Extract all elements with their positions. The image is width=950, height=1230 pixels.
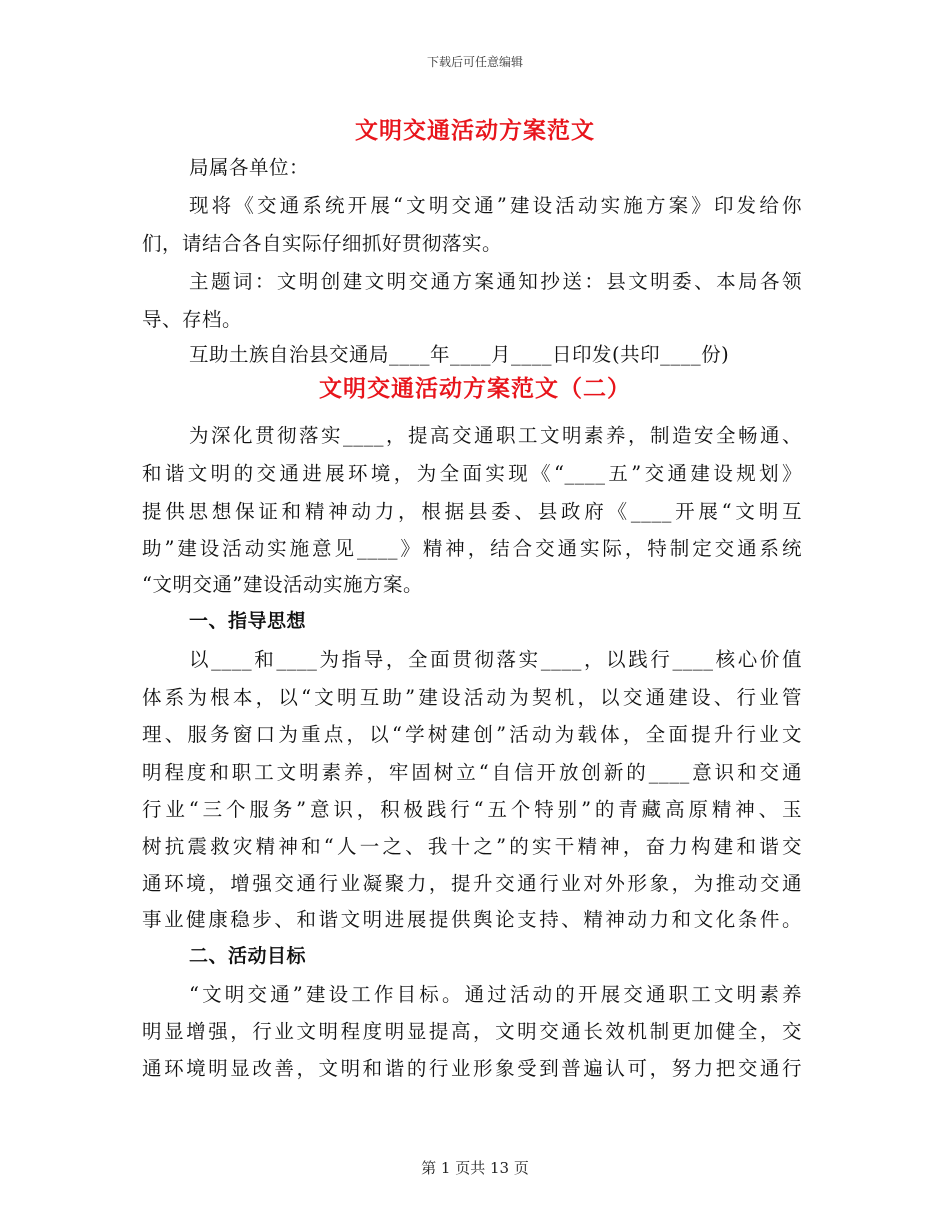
- paragraph-line: 明显增强，行业文明程度明显提高，文明交通长效机制更加健全，交: [142, 1020, 802, 1043]
- section-title: 文明交通活动方案范文（二）: [319, 375, 631, 402]
- paragraph-line: 以____和____为指导，全面贯彻落实____，以践行____核心价值: [189, 648, 802, 671]
- heading-guiding-thought: 一、指导思想: [189, 610, 307, 632]
- heading-activity-goals: 二、活动目标: [189, 945, 307, 967]
- document-title: 文明交通活动方案范文: [355, 117, 595, 144]
- paragraph-line: 助”建设活动实施意见____》精神，结合交通实际，特制定交通系统: [142, 537, 802, 560]
- paragraph-line: 通环境，增强交通行业凝聚力，提升交通行业对外形象，为推动交通: [142, 872, 802, 895]
- paragraph-line: 和谐文明的交通进展环境，为全面实现《“____五”交通建设规划》: [142, 462, 802, 485]
- paragraph-line: 主题词：文明创建文明交通方案通知抄送：县文明委、本局各领: [189, 270, 802, 293]
- paragraph-line: 为深化贯彻落实____，提高交通职工文明素养，制造安全畅通、: [189, 424, 802, 447]
- paragraph-line: 行业“三个服务”意识，积极践行“五个特别”的青藏高原精神、玉: [142, 798, 802, 821]
- page-number: 第 1 页共 13 页: [421, 1159, 529, 1177]
- paragraph-line: 明程度和职工文明素养，牢固树立“自信开放创新的____意识和交通: [142, 761, 802, 784]
- paragraph-line: 现将《交通系统开展“文明交通”建设活动实施方案》印发给你: [189, 194, 802, 217]
- salutation-line: 局属各单位：: [189, 156, 310, 179]
- paragraph-line: 导、存档。: [142, 308, 243, 331]
- paragraph-line: “文明交通”建设工作目标。通过活动的开展交通职工文明素养: [189, 983, 802, 1006]
- paragraph-line: 理、服务窗口为重点，以“学树建创”活动为载体，全面提升行业文: [142, 723, 802, 746]
- header-note: 下载后可任意编辑: [426, 55, 523, 69]
- paragraph-line: 提供思想保证和精神动力，根据县委、县政府《____开展“文明互: [142, 500, 802, 523]
- paragraph-line: 们，请结合各自实际仔细抓好贯彻落实。: [142, 232, 503, 255]
- paragraph-line: 树抗震救灾精神和“人一之、我十之”的实干精神，奋力构建和谐交: [142, 835, 802, 858]
- issuer-line: 互助土族自治县交通局____年____月____日印发(共印____份): [189, 343, 730, 366]
- paragraph-line: “文明交通”建设活动实施方案。: [142, 573, 423, 596]
- paragraph-line: 事业健康稳步、和谐文明进展提供舆论支持、精神动力和文化条件。: [142, 908, 802, 931]
- paragraph-line: 通环境明显改善，文明和谐的行业形象受到普遍认可，努力把交通行: [142, 1057, 802, 1080]
- paragraph-line: 体系为根本，以“文明互助”建设活动为契机，以交通建设、行业管: [142, 686, 802, 709]
